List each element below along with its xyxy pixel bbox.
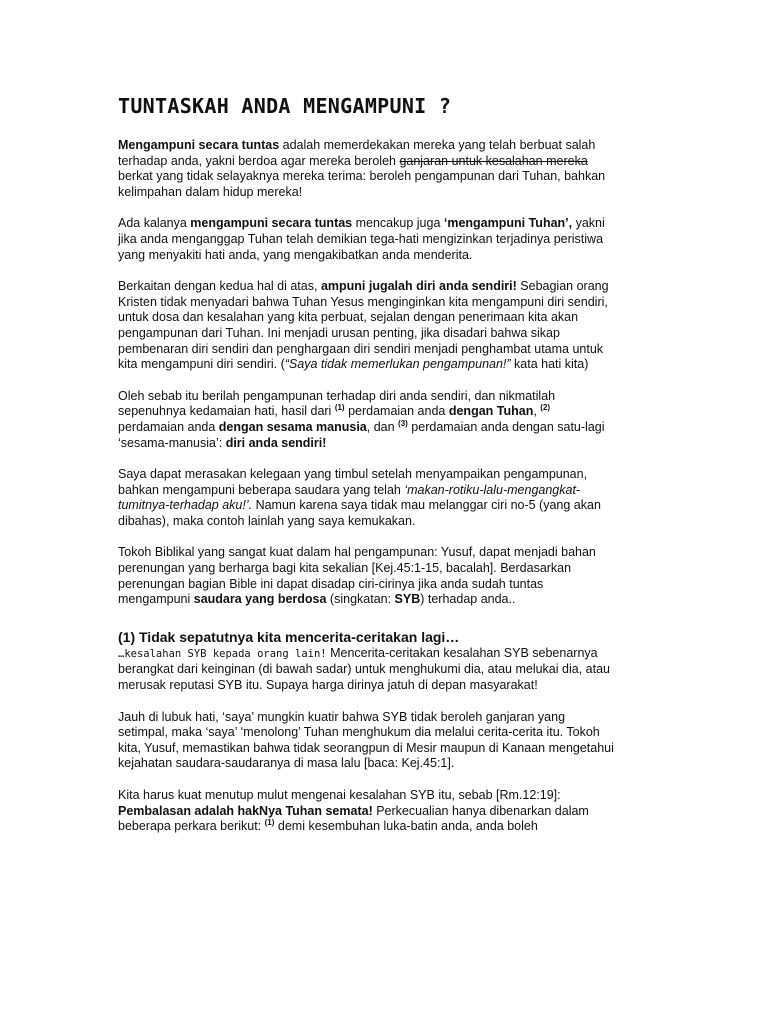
body-text: berkat yang tidak selayaknya mereka terima: beroleh pengampunan dari Tuhan, bahkan kelimpahan dalam hidup mereka! xyxy=(118,169,606,199)
italic-quote: ‘makan-rotiku-lalu-mengangkat-tumitnya-terhadap aku!’. xyxy=(118,482,581,513)
bold-phrase: Mengampuni secara tuntas xyxy=(118,138,280,152)
body-text: Saya dapat merasakan kelegaan yang timbul setelah menyampaikan pengampunan, bahkan mengampuni beberapa saudara yang telah xyxy=(118,467,588,497)
paragraph-8 xyxy=(118,710,618,772)
bold-phrase: SYB xyxy=(394,592,421,607)
bold-phrase: ‘mengampuni Tuhan’, xyxy=(443,216,573,231)
body-text: Tokoh Biblikal yang sangat kuat dalam hal pengampunan: Yusuf, dapat menjadi bahan perenungan yang berharga bagi kita sekalian [Kej.45:1-15, bacalah]. Berdasarkan perenungan bagian Bible ini dapat disadap ciri-cirinya jika anda sudah tuntas mengampuni xyxy=(118,545,596,607)
paragraph-5 xyxy=(118,467,618,529)
footnote-marker: (1) xyxy=(264,818,275,828)
struck-text: ganjaran untuk kesalahan mereka xyxy=(399,153,588,168)
body-text: adalah memerdekakan mereka yang telah berbuat salah terhadap anda, yakni berdoa agar mereka beroleh xyxy=(118,138,596,168)
body-text: (singkatan: xyxy=(326,592,395,607)
bold-phrase: dengan Tuhan xyxy=(448,404,534,419)
body-text: demi kesembuhan luka-batin anda, anda boleh xyxy=(274,819,538,834)
body-text: yakni jika anda menganggap Tuhan telah demikian tega-hati mengizinkan terjadinya peristiwa yang menyakiti hati anda, yang mengakibatkan anda menderita. xyxy=(118,216,605,262)
paragraph-7 xyxy=(118,646,618,694)
bold-phrase: mengampuni secara tuntas xyxy=(190,216,353,231)
body-text: Oleh sebab itu berilah pengampunan terhadap diri anda sendiri, dan nikmatilah sepenuhnya kedamaian hati, hasil dari xyxy=(118,388,556,419)
body-text: kata hati kita) xyxy=(510,357,589,372)
body-text: Kita harus kuat menutup mulut mengenai kesalahan SYB itu, sebab [Rm.12:19]: xyxy=(118,788,561,802)
body-text: perdamaian anda xyxy=(344,404,449,419)
paragraph-4 xyxy=(118,389,618,451)
document-body xyxy=(118,138,618,851)
body-text: Mencerita-ceritakan kesalahan SYB sebenarnya berangkat dari keinginan (di bawah sadar) untuk menghukumi dia, atau melukai dia, atau merusak reputasi SYB itu. Supaya harga dirinya jatuh di depan masyarakat! xyxy=(118,645,610,693)
bold-phrase: Pembalasan adalah hakNya Tuhan semata! xyxy=(118,803,373,818)
body-text: perdamaian anda xyxy=(118,419,219,434)
paragraph-9 xyxy=(118,788,618,835)
paragraph-1 xyxy=(118,138,618,200)
bold-phrase: dengan sesama manusia xyxy=(218,419,367,434)
body-text: Sebagian orang Kristen tidak menyadari bahwa Tuhan Yesus menginginkan kita mengampuni diri sendiri, untuk dosa dan kesalahan yang kita perbuat, sejalan dengan penerimaan kita akan pengampunan dari Tuhan. Ini menjadi urusan penting, jika disadari bahwa sikap pembenaran diri sendiri dan penghargaan diri sendiri menjadi penghambat utama untuk kita mengampuni diri sendiri. ( xyxy=(118,279,609,372)
body-text: , xyxy=(533,404,541,419)
body-text: Namun karena saya tidak mau melanggar ciri no-5 (yang akan dibahas), maka contoh lainlah yang saya kemukakan. xyxy=(118,498,601,528)
body-text: , dan xyxy=(366,419,399,434)
footnote-marker: (3) xyxy=(398,418,408,428)
paragraph-2 xyxy=(118,216,618,263)
bold-phrase: saudara yang berdosa xyxy=(193,592,327,607)
paragraph-6 xyxy=(118,545,618,607)
body-text: Jauh di lubuk hati, ‘saya’ mungkin kuatir bahwa SYB tidak beroleh ganjaran yang setimpal, maka ‘saya’ ‘menolong’ Tuhan menghukum dia melalui cerita-cerita itu. Tokoh kita, Yusuf, memastikan bahwa tidak seorangpun di Mesir maupun di Kanaan mengetahui kejahatan saudara-saudaranya di masa lalu [baca: Kej.45:1]. xyxy=(118,709,614,771)
paragraph-3 xyxy=(118,279,618,373)
body-text: ) terhadap anda.. xyxy=(420,592,516,607)
footnote-marker: (1) xyxy=(334,403,345,413)
body-text: Perkecualian hanya dibenarkan dalam beberapa perkara berikut: xyxy=(118,803,589,834)
mono-lead-text: …kesalahan SYB kepada orang lain! xyxy=(118,647,327,660)
document-title: TUNTASKAH ANDA MENGAMPUNI ? xyxy=(118,94,452,118)
footnote-marker: (2) xyxy=(540,403,551,413)
italic-quote: “Saya tidak memerlukan pengampunan!” xyxy=(284,357,511,372)
body-text: mencakup juga xyxy=(352,216,444,231)
bold-phrase: ampuni jugalah diri anda sendiri! xyxy=(320,279,517,294)
body-text: perdamaian anda dengan satu-lagi ‘sesama-manusia’: xyxy=(118,419,605,450)
section-heading: (1) Tidak sepatutnya kita mencerita-ceritakan lagi… xyxy=(118,628,460,645)
body-text: Berkaitan dengan kedua hal di atas, xyxy=(118,279,321,294)
body-text: Ada kalanya xyxy=(118,216,191,231)
bold-phrase: diri anda sendiri! xyxy=(225,435,327,450)
